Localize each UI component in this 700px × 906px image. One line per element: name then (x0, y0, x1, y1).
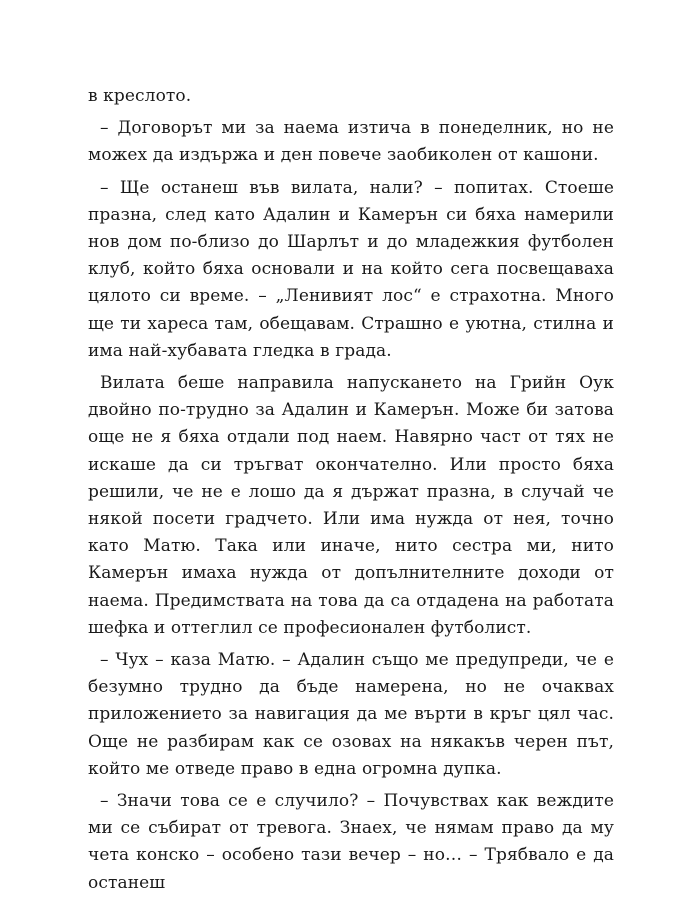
paragraph-dialogue-navigation: – Чух – каза Матю. – Адалин също ме предупреди, че е безумно трудно да бъде намерена, но не очаквах приложението за навигация да ме върти в кръг цял час. Още не разбирам как се озовах на някакъв черен път, който ме отведе право в една огромна дупка. (88, 650, 614, 779)
paragraph-dialogue-worry: – Значи това се е случило? – Почувствах как веждите ми се събират от тревога. Знаех, че нямам право да му чета конско – особено тази вечер – но… – Трябвало е да останеш (88, 791, 614, 893)
paragraph-continuation: в креслото. (88, 86, 192, 106)
paragraph-dialogue-lease: – Договорът ми за наема изтича в понеделник, но не можех да издържа и ден повече заобиколен от кашони. (88, 118, 614, 166)
book-page (88, 83, 614, 897)
paragraph-dialogue-cottage: – Ще останеш във вилата, нали? – попитах. Стоеше празна, след като Адалин и Камерън си бяха намерили нов дом по-близо до Шарлът и до младежкия футболен клуб, който бяха основали и на който сега посвещаваха цялото си време. – „Ленивият лос“ е страхотна. Много ще ти хареса там, обещавам. Страшно е уютна, стилна и има най-хубавата гледка в града. (88, 177, 614, 361)
paragraph-narration-cottage: Вилата беше направила напускането на Грийн Оук двойно по-трудно за Адалин и Камерън. Може би затова още не я бяха отдали под наем. Навярно част от тях не искаше да си тръгват окончателно. Или просто бяха решили, че не е лошо да я държат празна, в случай че някой посети градчето. Или има нужда от нея, точно като Матю. Така или иначе, нито сестра ми, нито Камерън имаха нужда от допълнителните доходи от наема. Предимствата на това да са отдадена на работата шефка и оттеглил се професионален футболист. (88, 373, 614, 638)
